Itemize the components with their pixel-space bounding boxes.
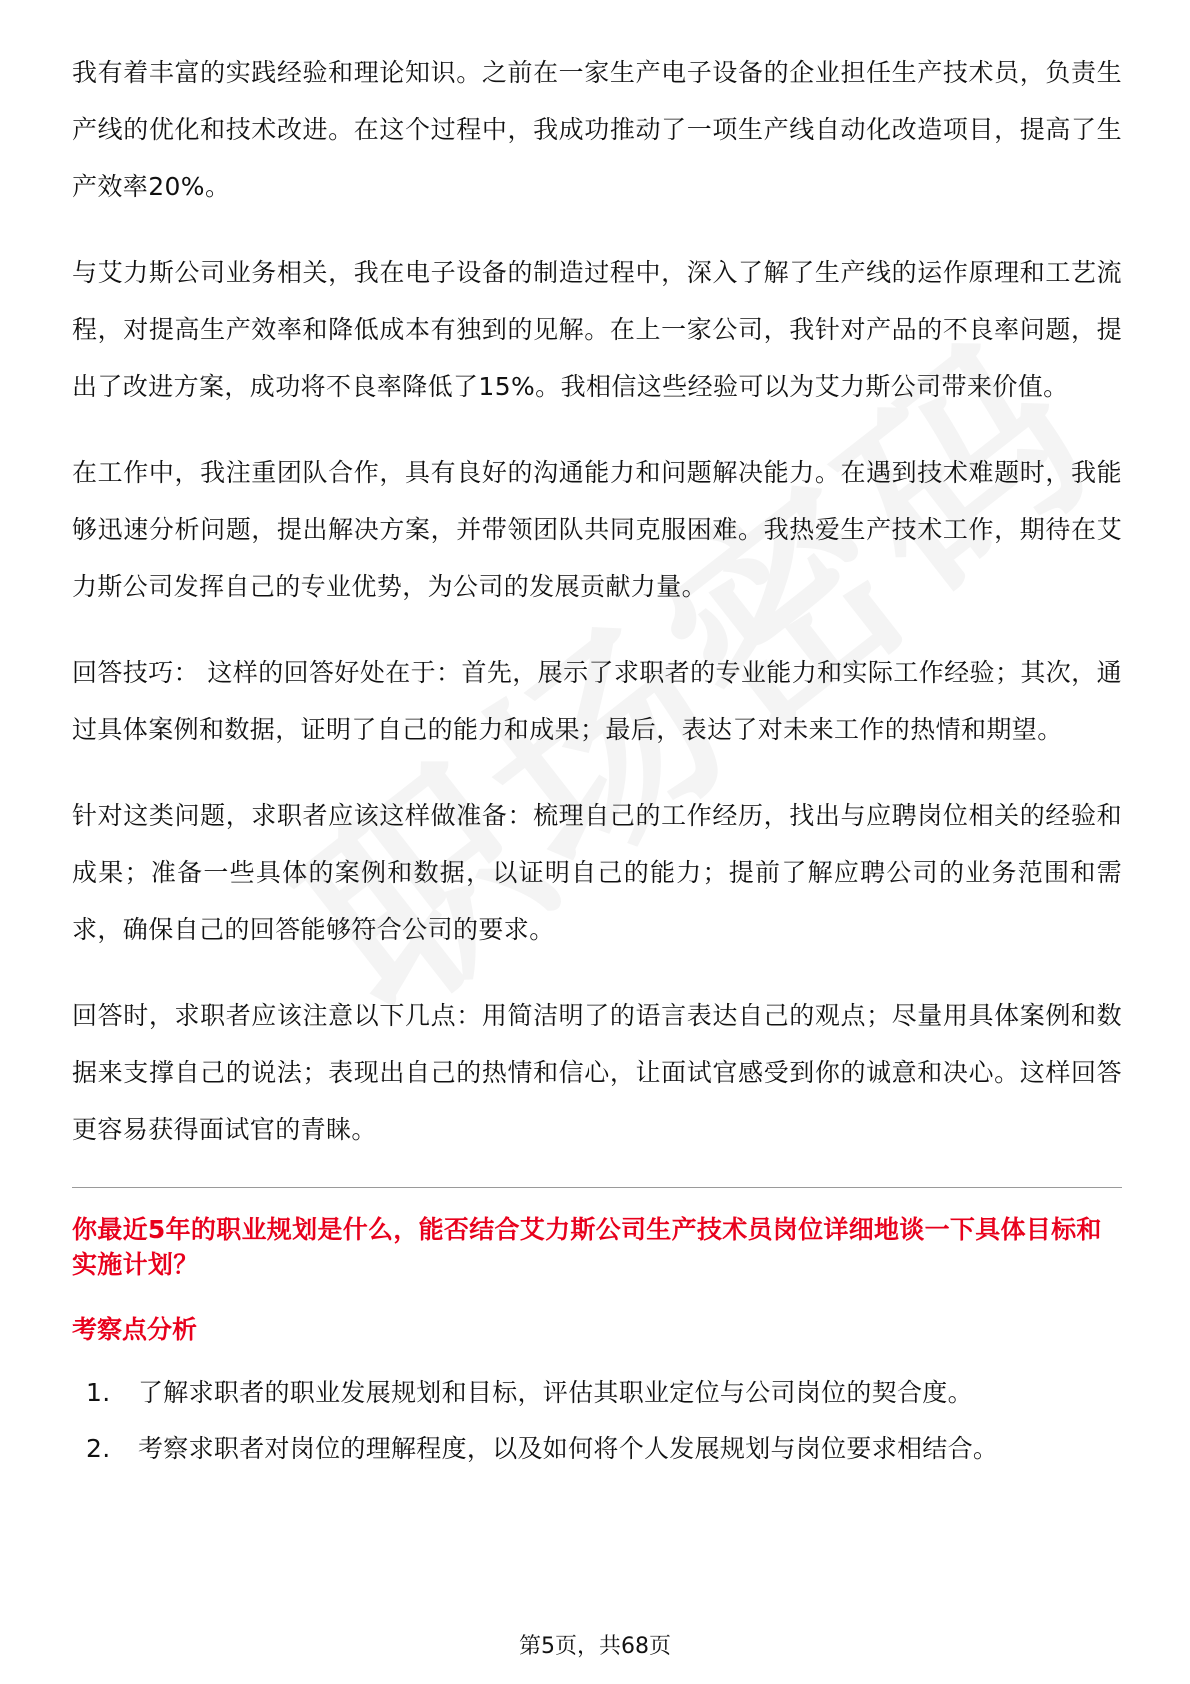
list-item — [72, 1375, 1122, 1411]
list-item-text: 考察求职者对岗位的理解程度，以及如何将个人发展规划与岗位要求相结合。 — [138, 1434, 999, 1463]
paragraph: 与艾力斯公司业务相关，我在电子设备的制造过程中，深入了解了生产线的运作原理和工艺流程，对提高生产效率和降低成本有独到的见解。在上一家公司，我针对产品的不良率问题，提出了改进方案，成功将不良率降低了15%。我相信这些经验可以为艾力斯公司带来价值。 — [72, 258, 1122, 401]
interview-question: 你最近5年的职业规划是什么，能否结合艾力斯公司生产技术员岗位详细地谈一下具体目标和实施计划？ — [72, 1215, 1102, 1279]
document-body — [72, 44, 1122, 1487]
answer-tips-paragraph: 回答技巧： 这样的回答好处在于：首先，展示了求职者的专业能力和实际工作经验；其次，通过具体案例和数据，证明了自己的能力和成果；最后，表达了对未来工作的热情和期望。 — [72, 658, 1122, 744]
paragraph: 在工作中，我注重团队合作，具有良好的沟通能力和问题解决能力。在遇到技术难题时，我能够迅速分析问题，提出解决方案，并带领团队共同克服困难。我热爱生产技术工作，期待在艾力斯公司发挥自己的专业优势，为公司的发展贡献力量。 — [72, 458, 1122, 601]
section-title: 考察点分析 — [72, 1315, 198, 1344]
list-item-number: 1. — [86, 1378, 111, 1407]
list-item — [72, 1431, 1122, 1467]
list-item-text: 了解求职者的职业发展规划和目标，评估其职业定位与公司岗位的契合度。 — [138, 1378, 973, 1407]
section-divider — [72, 1187, 1122, 1188]
paragraph: 针对这类问题，求职者应该这样做准备：梳理自己的工作经历，找出与应聘岗位相关的经验和成果；准备一些具体的案例和数据，以证明自己的能力；提前了解应聘公司的业务范围和需求，确保自己的回答能够符合公司的要求。 — [72, 801, 1122, 944]
list-item-number: 2. — [86, 1434, 111, 1463]
page-footer: 第5页，共68页 — [519, 1634, 671, 1659]
analysis-list — [72, 1375, 1122, 1467]
paragraph: 我有着丰富的实践经验和理论知识。之前在一家生产电子设备的企业担任生产技术员，负责生产线的优化和技术改进。在这个过程中，我成功推动了一项生产线自动化改造项目，提高了生产效率20%。 — [72, 58, 1122, 201]
paragraph: 回答时，求职者应该注意以下几点：用简洁明了的语言表达自己的观点；尽量用具体案例和数据来支撑自己的说法；表现出自己的热情和信心，让面试官感受到你的诚意和决心。这样回答更容易获得面试官的青睐。 — [72, 1001, 1122, 1144]
